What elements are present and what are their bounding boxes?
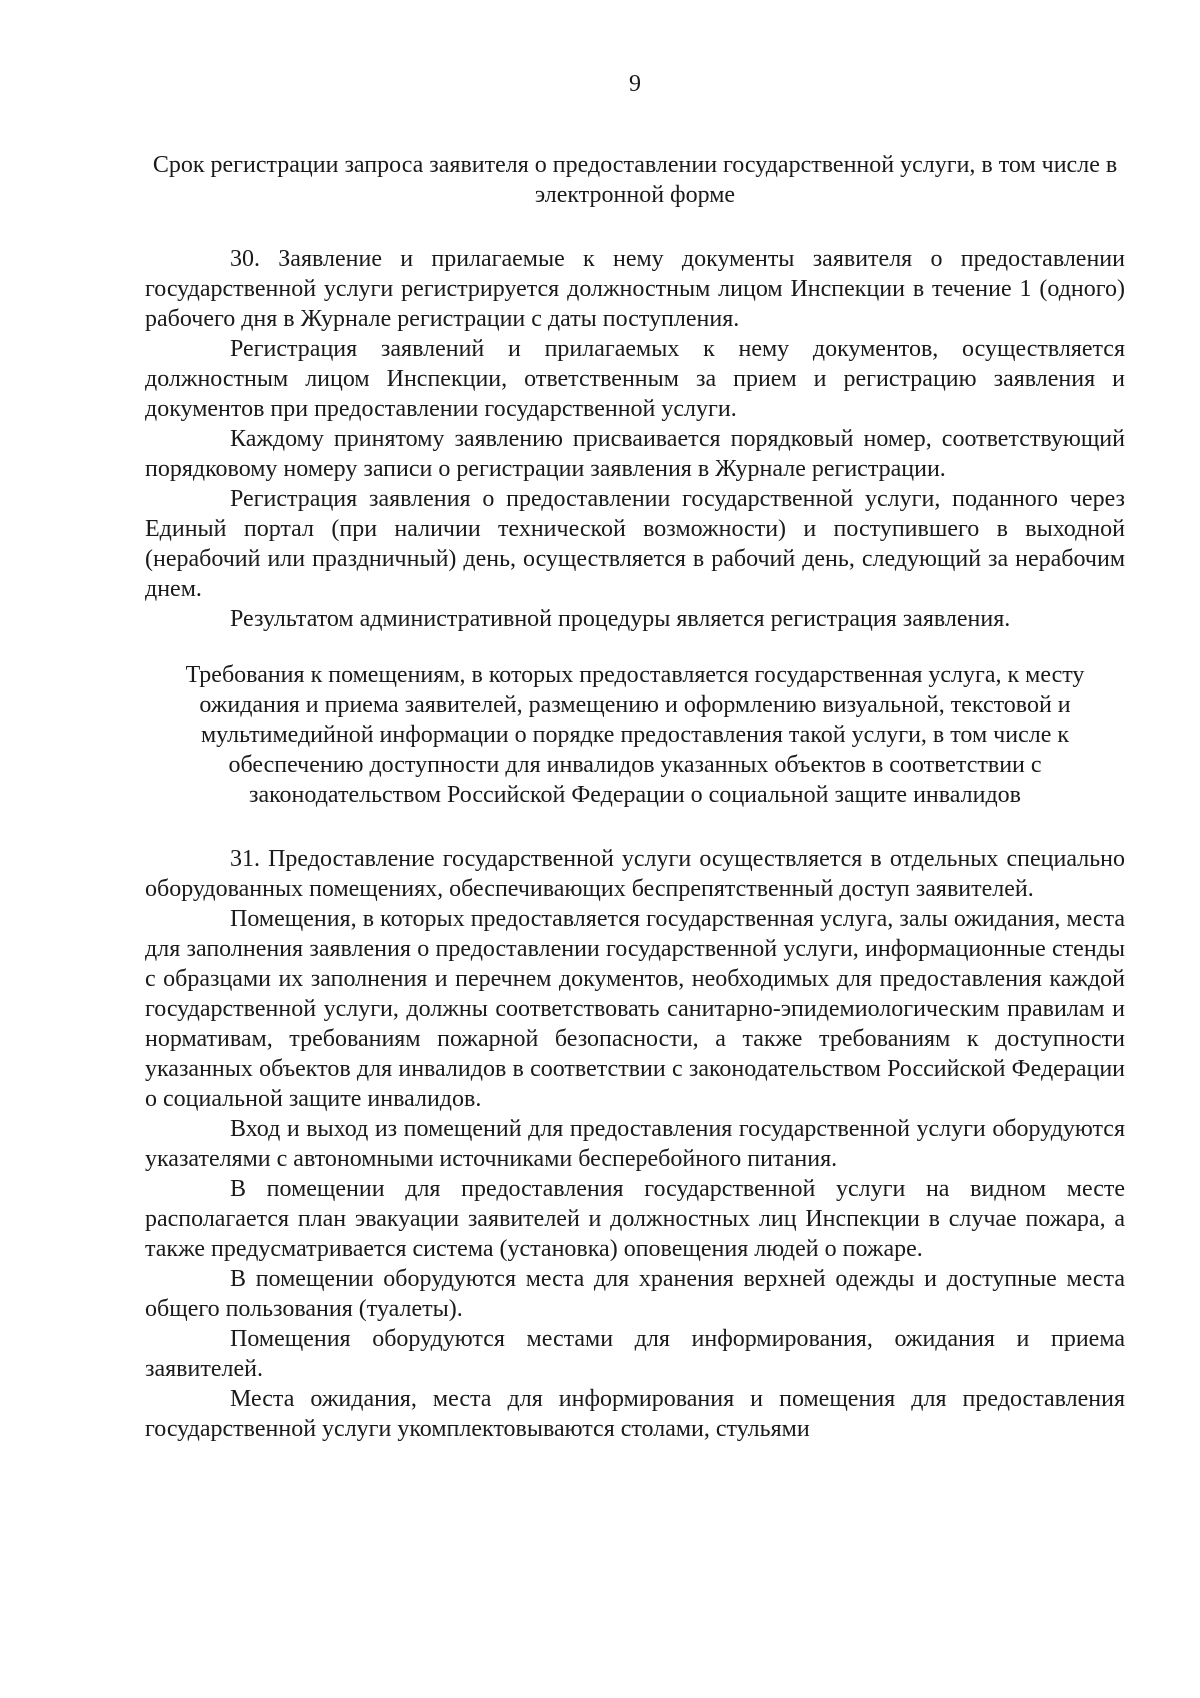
paragraph: Регистрация заявления о предоставлении государственной услуги, поданного через Единый портал (при наличии технической возможности) и поступившего в выходной (нерабочий или праздничный) день, осуществляется в рабочий день, следующий за нерабочим днем. <box>145 486 1125 602</box>
document-page <box>145 70 1125 1444</box>
paragraph: Помещения оборудуются местами для информирования, ожидания и приема заявителей. <box>145 1326 1125 1382</box>
paragraph: В помещении для предоставления государственной услуги на видном месте располагается план эвакуации заявителей и должностных лиц Инспекции в случае пожара, а также предусматривается система (установка) оповещения людей о пожаре. <box>145 1176 1125 1262</box>
section-heading-premises: Требования к помещениям, в которых предоставляется государственная услуга, к месту ожидания и приема заявителей, размещению и оформлению визуальной, текстовой и мультимедийной информации о порядке предоставления такой услуги, в том числе к обеспечению доступности для инвалидов указанных объектов в соответствии с законодательством Российской Федерации о социальной защите инвалидов <box>185 662 1085 808</box>
section-31 <box>145 844 1125 1444</box>
paragraph: Регистрация заявлений и прилагаемых к нему документов, осуществляется должностным лицом Инспекции, ответственным за прием и регистрацию заявления и документов при предоставлении государственной услуги. <box>145 336 1125 422</box>
paragraph: В помещении оборудуются места для хранения верхней одежды и доступные места общего пользования (туалеты). <box>145 1266 1125 1322</box>
paragraph: Каждому принятому заявлению присваивается порядковый номер, соответствующий порядковому номеру записи о регистрации заявления в Журнале регистрации. <box>145 426 1125 482</box>
paragraph: Вход и выход из помещений для предоставления государственной услуги оборудуются указателями с автономными источниками бесперебойного питания. <box>145 1116 1125 1172</box>
paragraph: 31. Предоставление государственной услуги осуществляется в отдельных специально оборудованных помещениях, обеспечивающих беспрепятственный доступ заявителей. <box>145 846 1125 902</box>
paragraph: Места ожидания, места для информирования и помещения для предоставления государственной услуги укомплектовываются столами, стульями <box>145 1386 1125 1442</box>
paragraph: Результатом административной процедуры является регистрация заявления. <box>230 606 1011 632</box>
page-number: 9 <box>629 71 641 97</box>
paragraph: 30. Заявление и прилагаемые к нему документы заявителя о предоставлении государственной услуги регистрируется должностным лицом Инспекции в течение 1 (одного) рабочего дня в Журнале регистрации с даты поступления. <box>145 246 1125 332</box>
paragraph: Помещения, в которых предоставляется государственная услуга, залы ожидания, места для заполнения заявления о предоставлении государственной услуги, информационные стенды с образцами их заполнения и перечнем документов, необходимых для предоставления каждой государственной услуги, должны соответствовать санитарно-эпидемиологическим правилам и нормативам, требованиям пожарной безопасности, а также требованиям к доступности указанных объектов для инвалидов в соответствии с законодательством Российской Федерации о социальной защите инвалидов. <box>145 906 1125 1112</box>
section-30 <box>145 244 1125 634</box>
section-heading-registration: Срок регистрации запроса заявителя о предоставлении государственной услуги, в том числе в электронной форме <box>152 152 1118 208</box>
